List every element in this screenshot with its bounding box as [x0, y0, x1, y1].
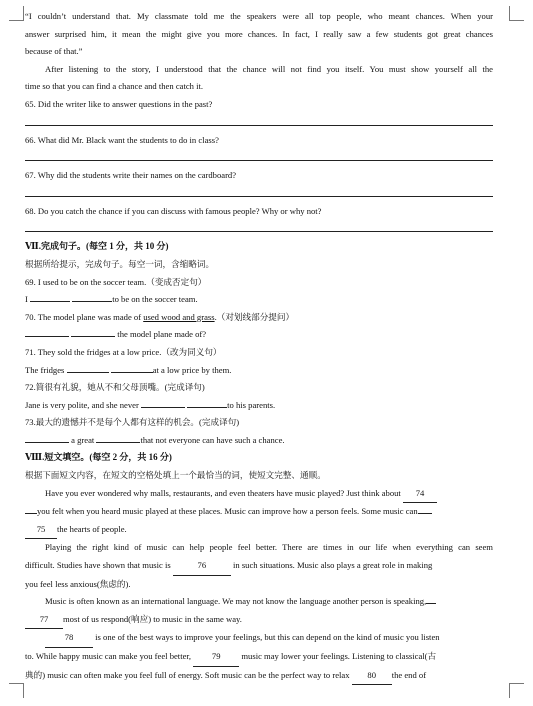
section-heading: Ⅷ.短文填空。(每空 2 分，共 16 分)	[25, 452, 172, 463]
passage-text: the hearts of people.	[57, 523, 127, 534]
passage-text: music may lower your feelings. Listening to classical(古	[239, 651, 437, 661]
question-73: 73.最大的遗憾并不是每个人都有这样的机会。(完成译句)	[25, 417, 240, 428]
blank[interactable]	[25, 433, 69, 443]
passage-text: is one of the best ways to improve your feelings, but this can depend on the kind of music you listen	[95, 632, 440, 643]
blank[interactable]	[418, 504, 432, 514]
question-68: 68. Do you catch the chance if you can discuss with famous people? Why or why not?	[25, 205, 322, 216]
passage-line: Playing the right kind of music can help people feel better. There are times in our life when everything can seem	[45, 542, 493, 553]
blank-80[interactable]: 80	[352, 667, 392, 686]
underlined-phrase: used wood and grass	[143, 311, 215, 322]
passage-line	[25, 629, 493, 648]
answer-69	[25, 291, 493, 309]
passage-text: Have you ever wondered why malls, restaurants, and even theaters have music played? Just think about	[45, 487, 401, 498]
passage-line	[25, 503, 493, 521]
blank-74[interactable]: 74	[403, 485, 437, 504]
passage-line	[25, 521, 493, 540]
passage-text: in such situations. Music also plays a great role in making	[230, 560, 433, 571]
question-72: 72.简很有礼貌，她从不和父母顶嘴。(完成译句)	[25, 382, 205, 393]
question-70	[25, 309, 493, 327]
question-67: 67. Why did the students write their names on the cardboard?	[25, 170, 237, 181]
blank[interactable]	[25, 327, 69, 337]
question-70-instruction: .（对划线部分提问）	[214, 311, 295, 322]
answer-line[interactable]	[25, 114, 493, 126]
passage-text: Music is often known as an international language. We may not know the language another person is speaking,	[45, 596, 427, 607]
answer-70	[25, 326, 493, 344]
blank-75[interactable]: 75	[25, 521, 57, 540]
passage-line	[25, 485, 493, 504]
passage-line	[25, 593, 493, 611]
answer-71	[25, 362, 493, 380]
blank[interactable]	[187, 398, 227, 408]
answer-suffix: at a low price by them.	[152, 364, 232, 375]
blank[interactable]	[71, 327, 115, 337]
answer-suffix: to his parents.	[227, 399, 276, 410]
blank-77[interactable]: 77	[25, 611, 63, 630]
passage-line: After listening to the story, I understood that the chance will not find you itself. You must show yourself all the	[45, 63, 493, 74]
section-instruction: 根据下面短文内容，在短文的空格处填上一个最恰当的词，使短文完整、通顺。	[25, 470, 326, 481]
passage-line	[25, 667, 493, 686]
passage-text: 典的) music can often make you feel full of energy. Soft music can be the perfect way to relax	[25, 669, 352, 680]
document-page	[25, 8, 493, 685]
answer-72	[25, 397, 493, 415]
blank[interactable]	[111, 363, 153, 373]
blank[interactable]	[141, 398, 185, 408]
page-corner-mark	[509, 6, 524, 21]
passage-line	[25, 648, 493, 667]
passage-line: “I couldn’t understand that. My classmate told me the speakers were all top people, who meant chances. When your	[25, 11, 493, 21]
section-instruction: 根据所给提示，完成句子。每空一词，含缩略词。	[25, 258, 215, 269]
answer-73	[25, 432, 493, 450]
question-70-text: 70. The model plane was made of	[25, 311, 144, 322]
passage-line: answer surprised him, it mean the might give you more chances. In fact, I really saw a few students got great chances	[25, 28, 493, 39]
answer-line[interactable]	[25, 220, 493, 232]
blank[interactable]	[426, 594, 436, 604]
blank[interactable]	[67, 363, 109, 373]
passage-text: you felt when you heard music played at these places. Music can improve how a person feels. Some music can	[37, 506, 418, 517]
blank[interactable]	[25, 504, 37, 514]
blank-79[interactable]: 79	[193, 648, 239, 667]
question-71: 71. They sold the fridges at a low price.（改为同义句）	[25, 346, 222, 357]
answer-prefix: I	[25, 294, 28, 305]
answer-suffix: the model plane made of?	[115, 329, 207, 340]
answer-line[interactable]	[25, 185, 493, 197]
page-corner-mark	[9, 683, 24, 698]
passage-text: to. While happy music can make you feel better,	[25, 651, 194, 661]
passage-line	[25, 557, 493, 576]
blank-78[interactable]: 78	[45, 629, 93, 648]
page-corner-mark	[9, 6, 24, 21]
section-heading: Ⅶ.完成句子。(每空 1 分，共 10 分)	[25, 241, 169, 252]
answer-suffix: that not everyone can have such a chance.	[140, 434, 285, 445]
passage-line	[25, 611, 493, 630]
question-65: 65. Did the writer like to answer questions in the past?	[25, 98, 213, 109]
passage-text: the end of	[391, 669, 427, 680]
passage-line: time so that you can find a chance and then catch it.	[25, 81, 204, 92]
question-66: 66. What did Mr. Black want the students to do in class?	[25, 134, 219, 145]
passage-text: difficult. Studies have shown that music is	[25, 560, 173, 571]
blank[interactable]	[96, 433, 140, 443]
answer-prefix: Jane is very polite, and she never	[25, 399, 139, 410]
blank[interactable]	[72, 292, 112, 302]
question-69: 69. I used to be on the soccer team.（变成否定句）	[25, 276, 207, 287]
page-corner-mark	[509, 683, 524, 698]
answer-prefix: The fridges	[25, 364, 65, 375]
passage-text: most of us respond(响应) to music in the same way.	[63, 613, 242, 624]
blank[interactable]	[30, 292, 70, 302]
answer-middle: a great	[69, 434, 97, 445]
blank-76[interactable]: 76	[173, 557, 231, 576]
answer-line[interactable]	[25, 149, 493, 161]
answer-suffix: to be on the soccer team.	[112, 294, 198, 305]
passage-line: because of that.”	[25, 46, 83, 57]
passage-line: you feel less anxious(焦虑的).	[25, 578, 131, 589]
